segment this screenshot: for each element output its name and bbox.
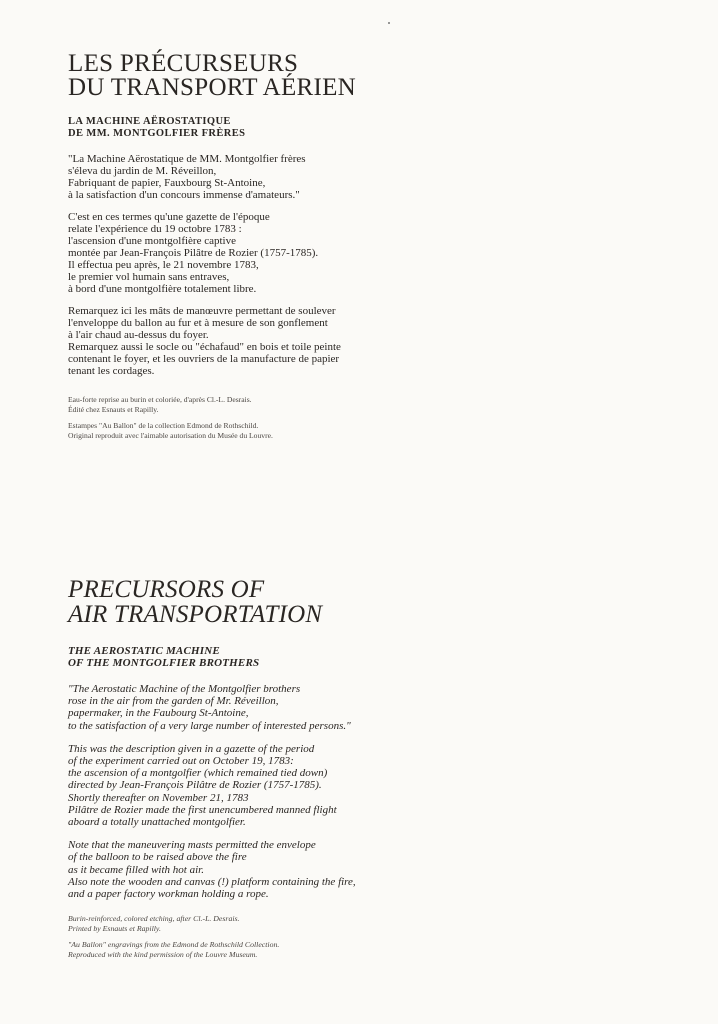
french-section	[68, 52, 388, 447]
french-quote-paragraph: "La Machine Aërostatique de MM. Montgolfier frères s'éleva du jardin de M. Réveillon, Fabriquant de papier, Fauxbourg St-Antoine, à la satisfaction d'un concours immense d'amateurs."	[68, 153, 306, 201]
french-credit-etching: Eau-forte reprise au burin et coloriée, d'après Cl.-L. Desrais. Édité chez Esnauts et Rapilly.	[68, 395, 252, 414]
english-notes-paragraph: Note that the maneuvering masts permitted the envelope of the balloon to be raised above the fire as it became filled with hot air. Also note the wooden and canvas (!) platform containing the fire, and a paper factory workman holding a rope.	[68, 839, 356, 901]
english-section	[68, 577, 388, 966]
english-credit-collection: "Au Ballon" engravings from the Edmond de Rothschild Collection. Reproduced with the kind permission of the Louvre Museum.	[68, 940, 280, 960]
french-title: LES PRÉCURSEURS DU TRANSPORT AÉRIEN	[68, 50, 357, 101]
english-history-paragraph: This was the description given in a gazette of the period of the experiment carried out on October 19, 1783: the ascension of a montgolfier (which remained tied down) directed by Jean-François Pilâtre de Rozier (1757-1785). Shortly thereafter on November 21, 1783 Pilâtre de Rozier made the first unencumbered manned flight aboard a totally unattached montgolfier.	[68, 742, 337, 829]
english-quote-paragraph: "The Aerostatic Machine of the Montgolfier brothers rose in the air from the garden of Mr. Réveillon, papermaker, in the Faubourg St-Antoine, to the satisfaction of a very large number of interested persons."	[68, 683, 351, 732]
english-title: PRECURSORS OF AIR TRANSPORTATION	[68, 576, 323, 628]
english-subtitle: THE AEROSTATIC MACHINE OF THE MONTGOLFIER BROTHERS	[68, 645, 260, 669]
page-mark	[388, 22, 390, 24]
french-history-paragraph: C'est en ces termes qu'une gazette de l'époque relate l'expérience du 19 octobre 1783 : l'ascension d'une montgolfière captive montée par Jean-François Pilâtre de Rozier (1757-1785). Il effectua peu après, le 21 novembre 1783, le premier vol humain sans entraves, à bord d'une montgolfière totalement libre.	[68, 211, 319, 295]
french-subtitle: LA MACHINE AËROSTATIQUE DE MM. MONTGOLFIER FRÈRES	[68, 116, 246, 139]
french-credit-collection: Estampes "Au Ballon" de la collection Edmond de Rothschild. Original reproduit avec l'aimable autorisation du Musée du Louvre.	[68, 421, 273, 440]
french-notes-paragraph: Remarquez ici les mâts de manœuvre permettant de soulever l'enveloppe du ballon au fur et à mesure de son gonflement à l'air chaud au-dessus du foyer. Remarquez aussi le socle ou "échafaud" en bois et toile peinte contenant le foyer, et les ouvriers de la manufacture de papier tenant les cordages.	[68, 305, 341, 377]
english-credit-etching: Burin-reinforced, colored etching, after Cl.-L. Desrais. Printed by Esnauts et Rapilly.	[68, 914, 240, 934]
